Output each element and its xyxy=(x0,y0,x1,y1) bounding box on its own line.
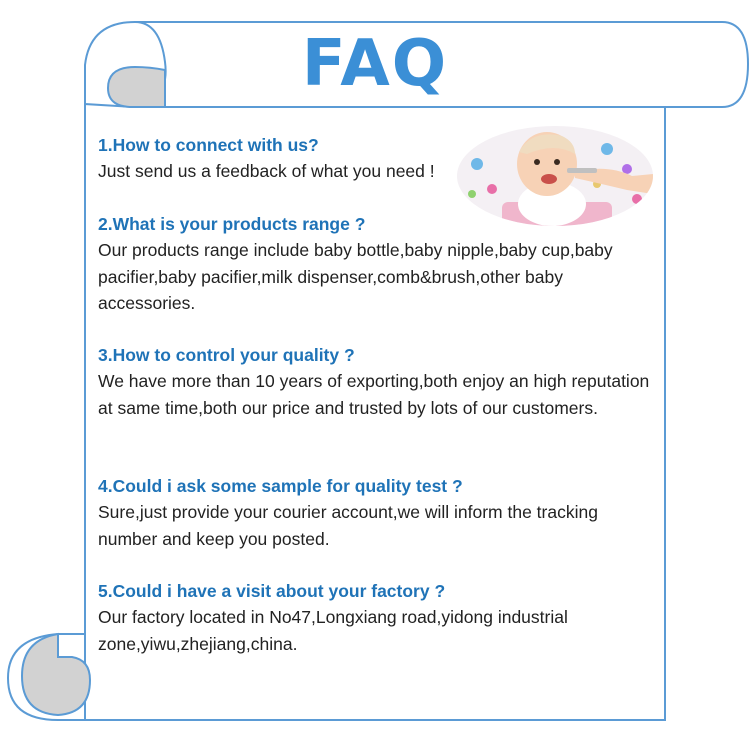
faq-question: 5.Could i have a visit about your factory ? xyxy=(98,581,446,601)
faq-item-1 xyxy=(98,132,658,185)
faq-item-4 xyxy=(98,473,658,552)
faq-item-3 xyxy=(98,342,658,421)
faq-question: 3.How to control your quality ? xyxy=(98,345,355,365)
faq-item-2 xyxy=(98,211,658,317)
faq-item-5 xyxy=(98,578,658,657)
faq-answer: Our products range include baby bottle,baby nipple,baby cup,baby pacifier,baby pacifier,milk dispenser,comb&brush,other baby accessories. xyxy=(98,240,613,313)
faq-answer: Just send us a feedback of what you need ! xyxy=(98,161,435,181)
faq-question: 2.What is your products range ? xyxy=(98,214,366,234)
faq-answer: Our factory located in No47,Longxiang road,yidong industrial zone,yiwu,zhejiang,china. xyxy=(98,607,568,654)
faq-answer: We have more than 10 years of exporting,both enjoy an high reputation at same time,both our price and trusted by lots of our customers. xyxy=(98,371,650,418)
faq-title: FAQ xyxy=(301,27,449,101)
faq-answer: Sure,just provide your courier account,we will inform the tracking number and keep you posted. xyxy=(98,502,598,549)
faq-question: 4.Could i ask some sample for quality test ? xyxy=(98,476,463,496)
faq-question: 1.How to connect with us? xyxy=(98,135,319,155)
